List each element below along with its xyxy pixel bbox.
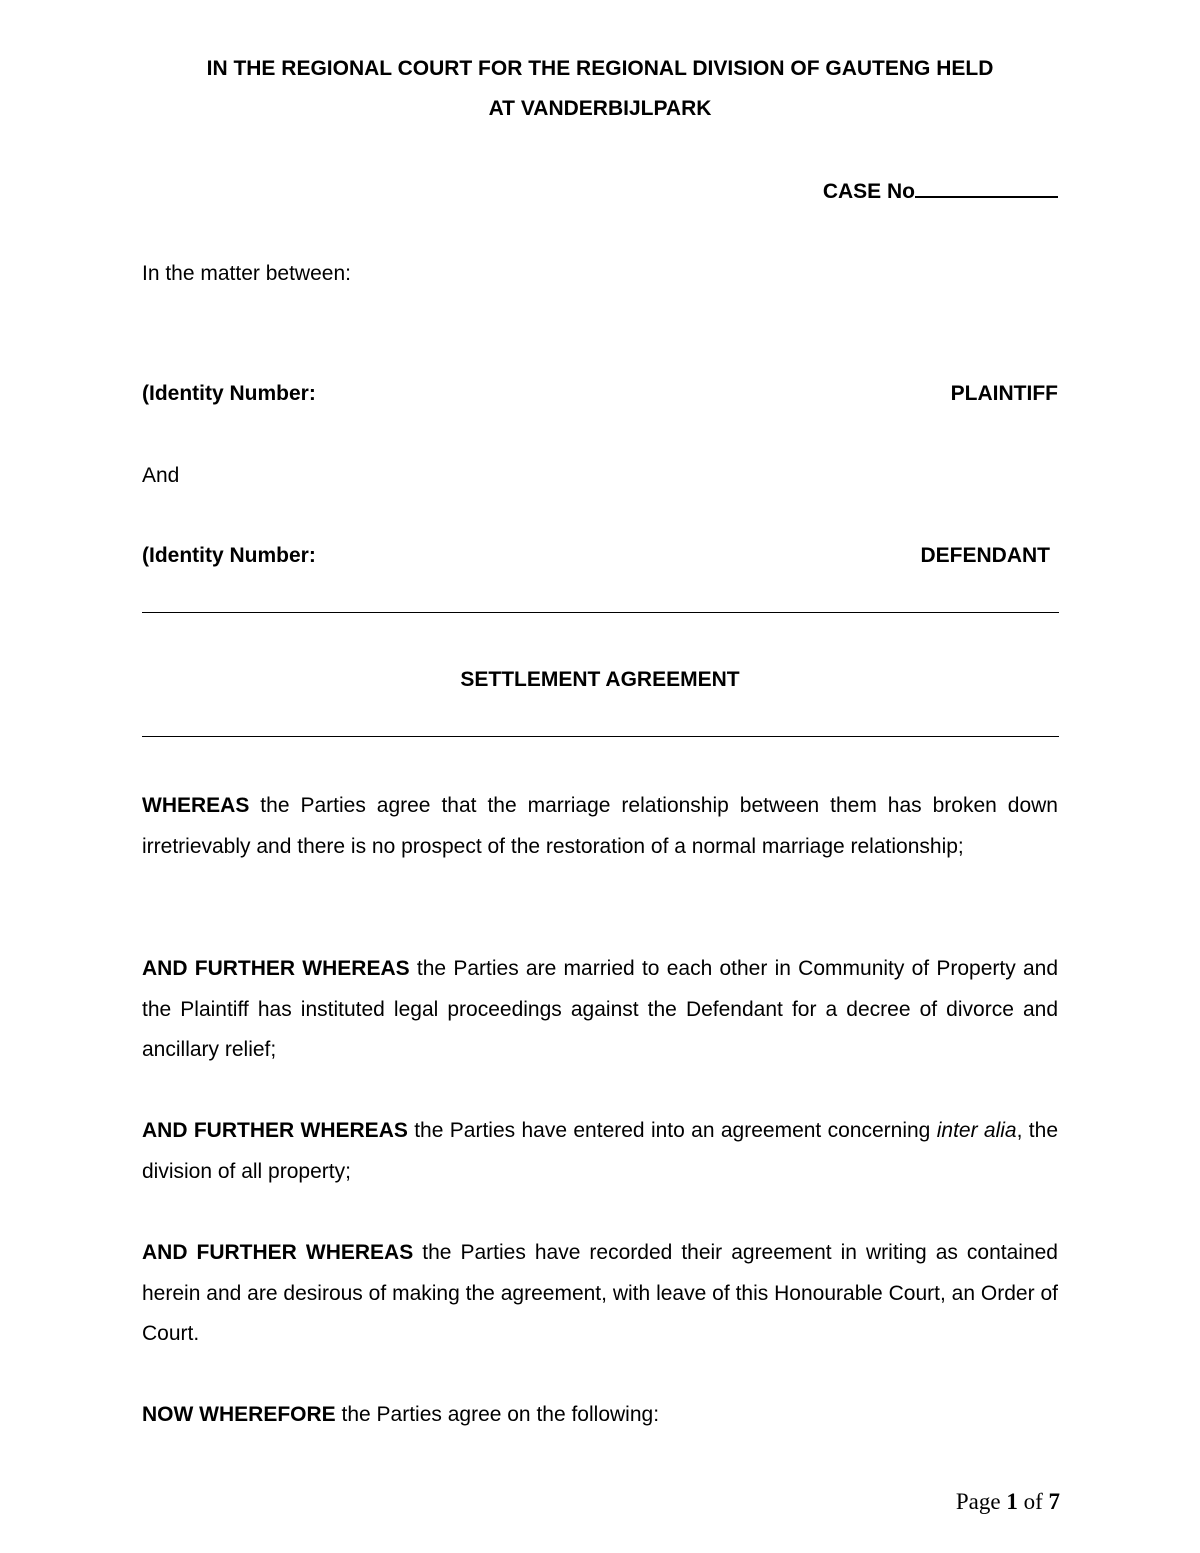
recital-1-lead: WHEREAS	[142, 794, 250, 817]
recital-5-lead: NOW WHEREFORE	[142, 1403, 336, 1426]
matter-intro: In the matter between:	[142, 262, 351, 285]
recital-4-text: the Parties have recorded their agreement in writing as contained herein and are desirous of making the agreement, with leave of this Honourable Court, an Order of Court.	[142, 1241, 1058, 1346]
recital-3-lead: AND FURTHER WHEREAS	[142, 1119, 408, 1142]
court-heading-line-1: IN THE REGIONAL COURT FOR THE REGIONAL DIVISION OF GAUTENG HELD	[206, 57, 994, 80]
recital-2-text: the Parties are married to each other in Community of Property and the Plaintiff has instituted legal proceedings against the Defendant for a decree of divorce and ancillary relief;	[142, 957, 1059, 1062]
recital-3-italic: inter alia	[936, 1119, 1017, 1142]
recital-2-lead: AND FURTHER WHEREAS	[142, 957, 410, 980]
recital-1	[142, 786, 1058, 867]
defendant-identity-label: (Identity Number:	[142, 544, 316, 567]
case-number-label: CASE No	[822, 180, 915, 203]
recital-3-tail: , the division of all property;	[142, 1119, 1059, 1183]
recital-1-text: the Parties agree that the marriage relationship between them has broken down irretrievably and there is no prospect of the restoration of a normal marriage relationship;	[142, 794, 1058, 858]
document-title: SETTLEMENT AGREEMENT	[460, 668, 740, 691]
plaintiff-role: PLAINTIFF	[950, 382, 1058, 405]
page-footer	[956, 1486, 1060, 1518]
divider-bottom	[142, 736, 1059, 737]
case-number	[823, 176, 1058, 208]
recital-4-lead: AND FURTHER WHEREAS	[142, 1241, 414, 1264]
footer-of-word: of	[1017, 1489, 1049, 1514]
recital-2	[142, 949, 1058, 1071]
case-number-blank	[915, 176, 1058, 198]
footer-page-word: Page	[955, 1489, 1007, 1514]
recital-3-text: the Parties have entered into an agreement concerning	[407, 1119, 937, 1142]
plaintiff-identity-label: (Identity Number:	[142, 382, 316, 405]
footer-total-pages: 7	[1048, 1489, 1060, 1514]
recital-5	[142, 1395, 1058, 1436]
recital-5-text: the Parties agree on the following:	[335, 1403, 660, 1426]
recital-3	[142, 1111, 1058, 1192]
divider-top	[142, 612, 1059, 613]
footer-current-page: 1	[1006, 1489, 1018, 1514]
recital-4	[142, 1233, 1058, 1355]
court-heading-line-2: AT VANDERBIJLPARK	[488, 97, 712, 120]
defendant-role: DEFENDANT	[920, 544, 1050, 567]
conjunction: And	[142, 464, 180, 487]
